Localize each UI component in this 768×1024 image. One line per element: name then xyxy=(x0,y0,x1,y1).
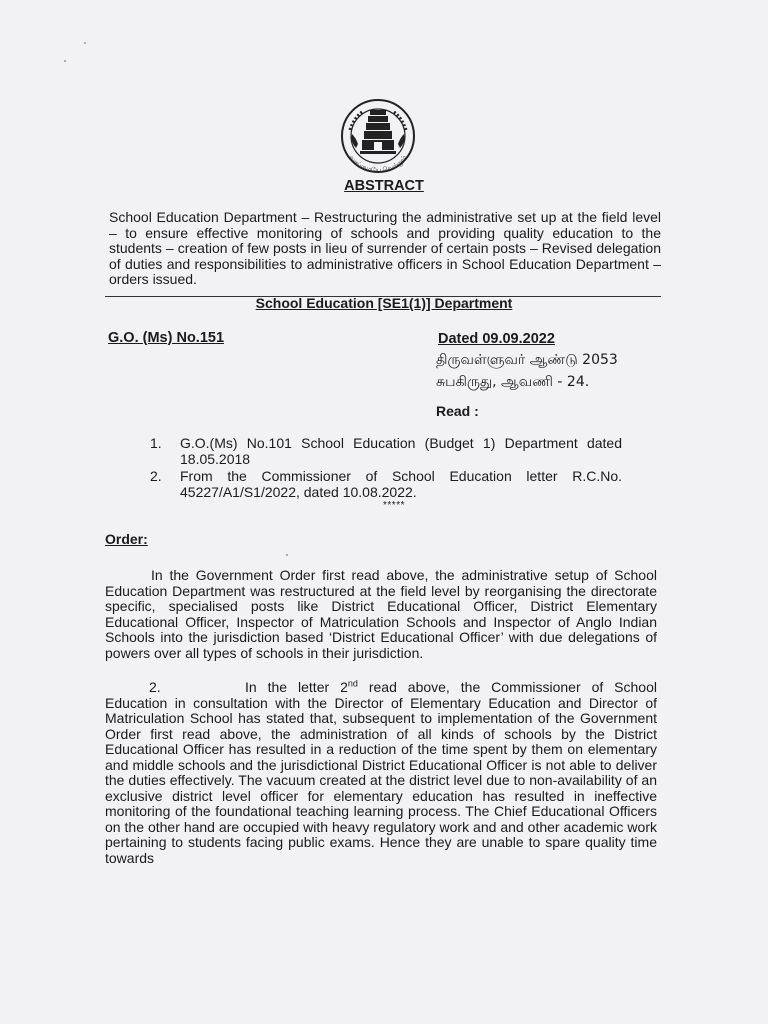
order-paragraph-1-text: In the Government Order first read above, the administrative setup of School Education Department was restructured at the field level by reorganising the directorate specific, specialised posts like District Educational Officer, District Elementary Educational Officer, Inspector of Matriculation Schools and Inspector of Anglo Indian Schools into the jurisdiction based ‘District Educational Officer’ with due delegations of powers over all types of schools in their jurisdiction. xyxy=(105,567,657,661)
reference-number: 1. xyxy=(150,435,162,451)
order-paragraph-2-text: read above, the Commissioner of School Education in consultation with the Director of Elementary Education and Director of Matriculation School has stated that, subsequent to implementation of the Government Order first read above, the administration of all kinds of schools by the District Educational Officer has resulted in a reduction of the time spent by them on elementary and middle schools and the jurisdictional District Educational Officer is not able to deliver the duties effectively. The vacuum created at the district level due to non-availability of an exclusive district level officer for elementary education has resulted in ineffective monitoring of the foundational teaching learning process. The Chief Educational Officers on the other hand are occupied with heavy regulatory work and and other academic work pertaining to students facing public exams. Hence they are unable to spare quality time towards xyxy=(105,679,657,866)
tamil-year: திருவள்ளுவர் ஆண்டு 2053 xyxy=(436,352,618,368)
abstract-text: School Education Department – Restructuring the administrative set up at the field level – to ensure effective monitoring of schools and providing quality education to the students – creation of few posts in lieu of surrender of certain posts – Revised delegation of duties and responsibilities to administrative officers in School Education Department – orders issued. xyxy=(109,209,661,287)
tamil-nadu-emblem-icon xyxy=(332,96,424,178)
reference-text: From the Commissioner of School Education letter R.C.No. 45227/A1/S1/2022, dated 10.08.2022. xyxy=(180,468,622,500)
order-paragraph-2 xyxy=(105,680,657,866)
ordinal-suffix: nd xyxy=(347,678,358,689)
abstract-title xyxy=(0,178,768,194)
paragraph-number: 2. xyxy=(149,679,161,695)
department-heading xyxy=(0,295,768,311)
separator-stars: ***** xyxy=(383,500,405,511)
emblem-motto: வாய்மையே வெல்லும் xyxy=(347,153,409,175)
reference-number: 2. xyxy=(150,468,162,484)
reference-list xyxy=(150,436,622,502)
order-paragraph-2-lead: In the letter 2 xyxy=(245,679,348,695)
abstract-title-text: ABSTRACT xyxy=(344,178,424,194)
reference-item xyxy=(150,436,622,467)
tamil-date: சுபகிருது, ஆவணி - 24. xyxy=(436,374,590,390)
dated-label: Dated 09.09.2022 xyxy=(438,331,555,347)
reference-item xyxy=(150,469,622,500)
scan-speck xyxy=(64,60,66,62)
read-label: Read : xyxy=(436,403,479,419)
go-number: G.O. (Ms) No.151 xyxy=(108,330,225,346)
reference-text: G.O.(Ms) No.101 School Education (Budget 1) Department dated 18.05.2018 xyxy=(180,435,622,467)
svg-text:வாய்மையே வெல்லும் xyxy=(347,153,408,174)
order-heading: Order: xyxy=(105,531,148,547)
order-paragraph-1 xyxy=(105,568,657,661)
department-heading-text: School Education [SE1(1)] Department xyxy=(255,295,513,311)
scan-speck xyxy=(286,554,288,556)
scan-speck xyxy=(84,42,86,44)
